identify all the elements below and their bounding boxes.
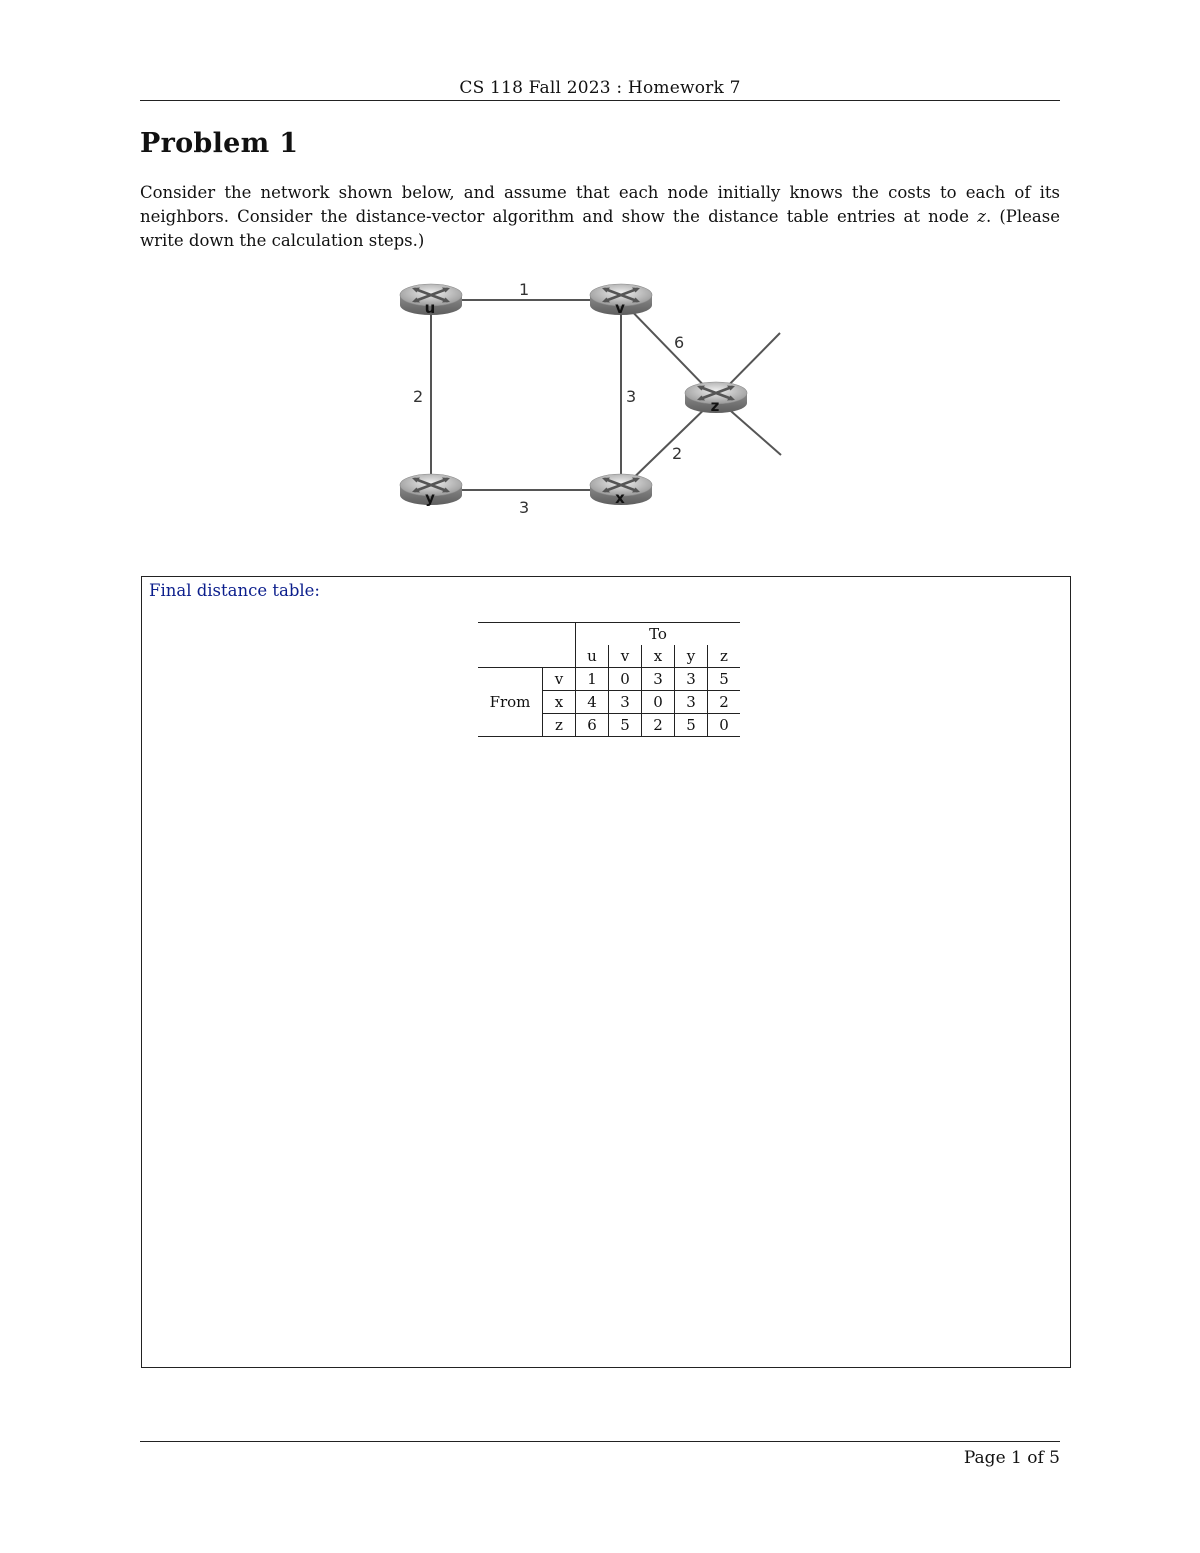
problem-text-node: z — [977, 207, 986, 226]
footer-rule — [140, 1441, 1060, 1442]
edge-label-v-x: 3 — [626, 387, 637, 406]
page-number: Page 1 of 5 — [963, 1448, 1060, 1468]
table-cell: 0 — [642, 691, 675, 714]
answer-box — [141, 576, 1071, 1368]
header-rule — [140, 100, 1060, 101]
router-label-x: x — [615, 489, 625, 507]
table-cell: 3 — [609, 691, 642, 714]
table-row-label: x — [543, 691, 576, 714]
answer-label: Final distance table: — [149, 581, 320, 600]
problem-statement — [140, 181, 1060, 253]
table-cell: 5 — [609, 714, 642, 737]
edge-label-u-y: 2 — [413, 387, 424, 406]
table-cell: 6 — [576, 714, 609, 737]
table-header-row-columns — [478, 645, 740, 668]
edge-label-u-v: 1 — [519, 280, 530, 299]
edge-label-x-z: 2 — [672, 444, 683, 463]
table-cell: 2 — [642, 714, 675, 737]
table-cell: 3 — [642, 668, 675, 691]
router-node-v — [590, 284, 652, 317]
edge-label-v-z: 6 — [674, 333, 685, 352]
table-cell: 5 — [708, 668, 741, 691]
table-cell: 3 — [675, 668, 708, 691]
problem-text-after: . (Please write down the calculation steps.) — [140, 207, 1061, 250]
problem-text-before: Consider the network shown below, and assume that each node initially knows the costs to each of its neighbors. Consider the distance-vector algorithm and show the distance table entries at node — [140, 183, 1060, 226]
table-row — [478, 668, 740, 691]
page-header-title: CS 118 Fall 2023 : Homework 7 — [459, 78, 741, 98]
router-label-u: u — [424, 299, 436, 317]
router-label-y: y — [425, 489, 435, 507]
table-cell: 2 — [708, 691, 741, 714]
table-cell: 4 — [576, 691, 609, 714]
network-diagram — [385, 275, 795, 525]
table-cell: 0 — [609, 668, 642, 691]
table-cell: 0 — [708, 714, 741, 737]
table-col-header: z — [708, 645, 741, 668]
table-row-label: v — [543, 668, 576, 691]
router-node-z — [685, 382, 747, 415]
table-col-header: x — [642, 645, 675, 668]
distance-table — [478, 622, 740, 737]
table-cell: 1 — [576, 668, 609, 691]
table-cell: 5 — [675, 714, 708, 737]
router-label-v: v — [615, 299, 625, 317]
table-col-header: v — [609, 645, 642, 668]
table-header-row-to — [478, 623, 740, 646]
router-node-x — [590, 474, 652, 507]
table-col-header: u — [576, 645, 609, 668]
edge-label-y-x: 3 — [519, 498, 530, 517]
problem-title: Problem 1 — [140, 128, 299, 159]
table-col-header: y — [675, 645, 708, 668]
router-label-z: z — [710, 397, 720, 415]
router-node-y — [400, 474, 462, 507]
table-cell: 3 — [675, 691, 708, 714]
table-from-header: From — [478, 668, 543, 737]
router-node-u — [400, 284, 462, 317]
table-to-header: To — [576, 623, 741, 646]
table-row-label: z — [543, 714, 576, 737]
